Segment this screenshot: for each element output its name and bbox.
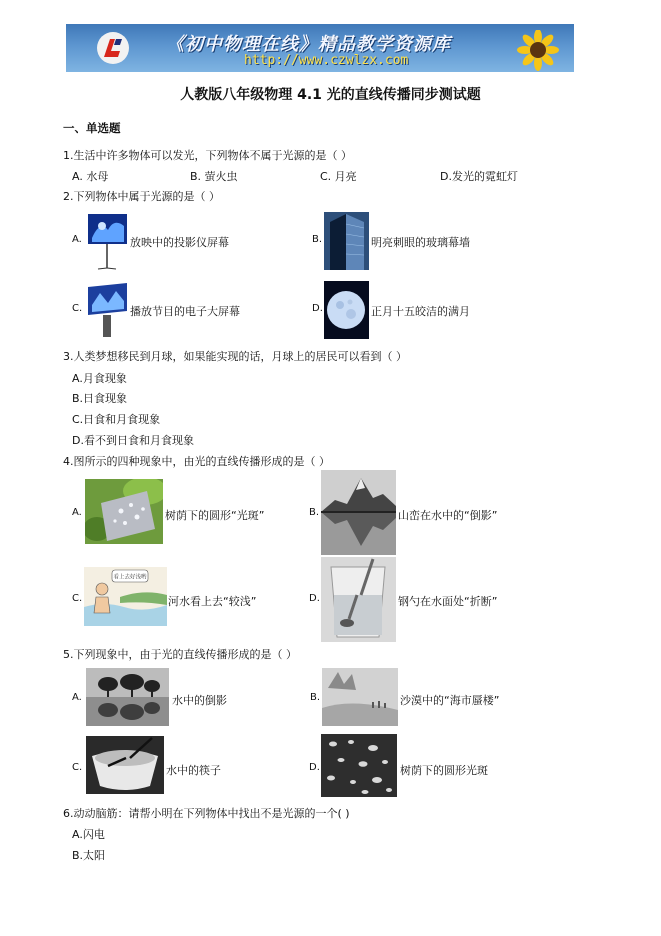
question-3-option-c[interactable]: C.日食和月食现象 (72, 413, 161, 426)
question-4-option-b-letter[interactable]: B. (309, 507, 320, 518)
glass-curtain-wall-image (324, 212, 369, 270)
question-1-stem: 1.生活中许多物体可以发光，下列物体不属于光源的是（ ） (63, 149, 352, 162)
question-1-option-b[interactable]: B. 萤火虫 (190, 170, 238, 183)
sunflower-icon (506, 30, 566, 72)
question-5-option-c-caption: 水中的筷子 (166, 764, 221, 777)
question-5-option-d-caption: 树荫下的圆形光斑 (400, 764, 488, 777)
question-2-option-d-caption: 正月十五皎洁的满月 (371, 305, 470, 318)
question-4-option-d-caption: 钢勺在水面处“折断” (398, 595, 498, 608)
question-5-stem: 5.下列现象中，由于光的直线传播形成的是（ ） (63, 648, 297, 661)
question-1-option-d[interactable]: D.发光的霓虹灯 (440, 170, 518, 183)
question-2-option-a-caption: 放映中的投影仪屏幕 (130, 236, 229, 249)
question-5-option-d-letter[interactable]: D. (309, 762, 320, 773)
question-3-option-d[interactable]: D.看不到日食和月食现象 (72, 434, 194, 447)
banner-url[interactable]: http://www.czwlzx.com (244, 53, 409, 68)
question-5-option-a-caption: 水中的倒影 (172, 694, 227, 707)
trees-reflection-image (86, 668, 169, 726)
question-2-option-d-letter[interactable]: D. (312, 303, 323, 314)
question-1-option-a[interactable]: A. 水母 (72, 170, 109, 183)
question-6-stem: 6.动动脑筋：请帮小明在下列物体中找出不是光源的一个( ) (63, 807, 350, 820)
mountain-reflection-image (321, 470, 396, 555)
question-4-option-d-letter[interactable]: D. (309, 593, 320, 604)
document-title: 人教版八年级物理 4.1 光的直线传播同步测试题 (180, 87, 481, 103)
spoon-in-water-image (321, 557, 396, 642)
speech-bubble-text: 看上去好浅哟 (113, 574, 147, 581)
question-3-option-b[interactable]: B.日食现象 (72, 392, 128, 405)
question-4-option-c-letter[interactable]: C. (72, 593, 83, 604)
question-4-option-a-caption: 树荫下的圆形“光斑” (165, 509, 265, 522)
question-4-option-b-caption: 山峦在水中的“倒影” (398, 509, 498, 522)
projector-screen-image (86, 212, 129, 270)
question-4-stem: 4.图所示的四种现象中，由光的直线传播形成的是（ ） (63, 455, 330, 468)
question-2-stem: 2.下列物体中属于光源的是（ ） (63, 190, 220, 203)
tree-shade-spots-photo (321, 734, 397, 797)
question-5-option-b-letter[interactable]: B. (310, 692, 321, 703)
question-2-option-b-letter[interactable]: B. (312, 234, 323, 245)
chopsticks-in-bowl-image (86, 736, 164, 794)
question-2-option-a-letter[interactable]: A. (72, 234, 82, 245)
question-5-option-a-letter[interactable]: A. (72, 692, 82, 703)
question-6-option-a[interactable]: A.闪电 (72, 828, 105, 841)
question-4-option-c-caption: 河水看上去“较浅” (168, 595, 257, 608)
question-2-option-c-caption: 播放节目的电子大屏幕 (130, 305, 240, 318)
banner-title: 《初中物理在线》精品教学资源库 (166, 34, 451, 55)
full-moon-image (324, 281, 369, 339)
section-heading: 一、单选题 (63, 121, 121, 135)
question-1-option-c[interactable]: C. 月亮 (320, 170, 357, 183)
question-2-option-c-letter[interactable]: C. (72, 303, 83, 314)
shallow-river-cartoon-image (84, 567, 167, 626)
question-5-option-c-letter[interactable]: C. (72, 762, 83, 773)
desert-mirage-image (322, 668, 398, 726)
header-banner (66, 24, 574, 72)
site-logo-icon (96, 31, 130, 65)
question-4-option-a-letter[interactable]: A. (72, 507, 82, 518)
question-6-option-b[interactable]: B.太阳 (72, 849, 106, 862)
question-3-option-a[interactable]: A.月食现象 (72, 372, 127, 385)
question-5-option-b-caption: 沙漠中的“海市蜃楼” (400, 694, 500, 707)
question-2-option-b-caption: 明亮刺眼的玻璃幕墙 (371, 236, 470, 249)
question-3-stem: 3.人类梦想移民到月球，如果能实现的话，月球上的居民可以看到（ ） (63, 350, 407, 363)
electronic-big-screen-image (86, 281, 129, 339)
tree-shade-light-spots-image (85, 479, 163, 544)
